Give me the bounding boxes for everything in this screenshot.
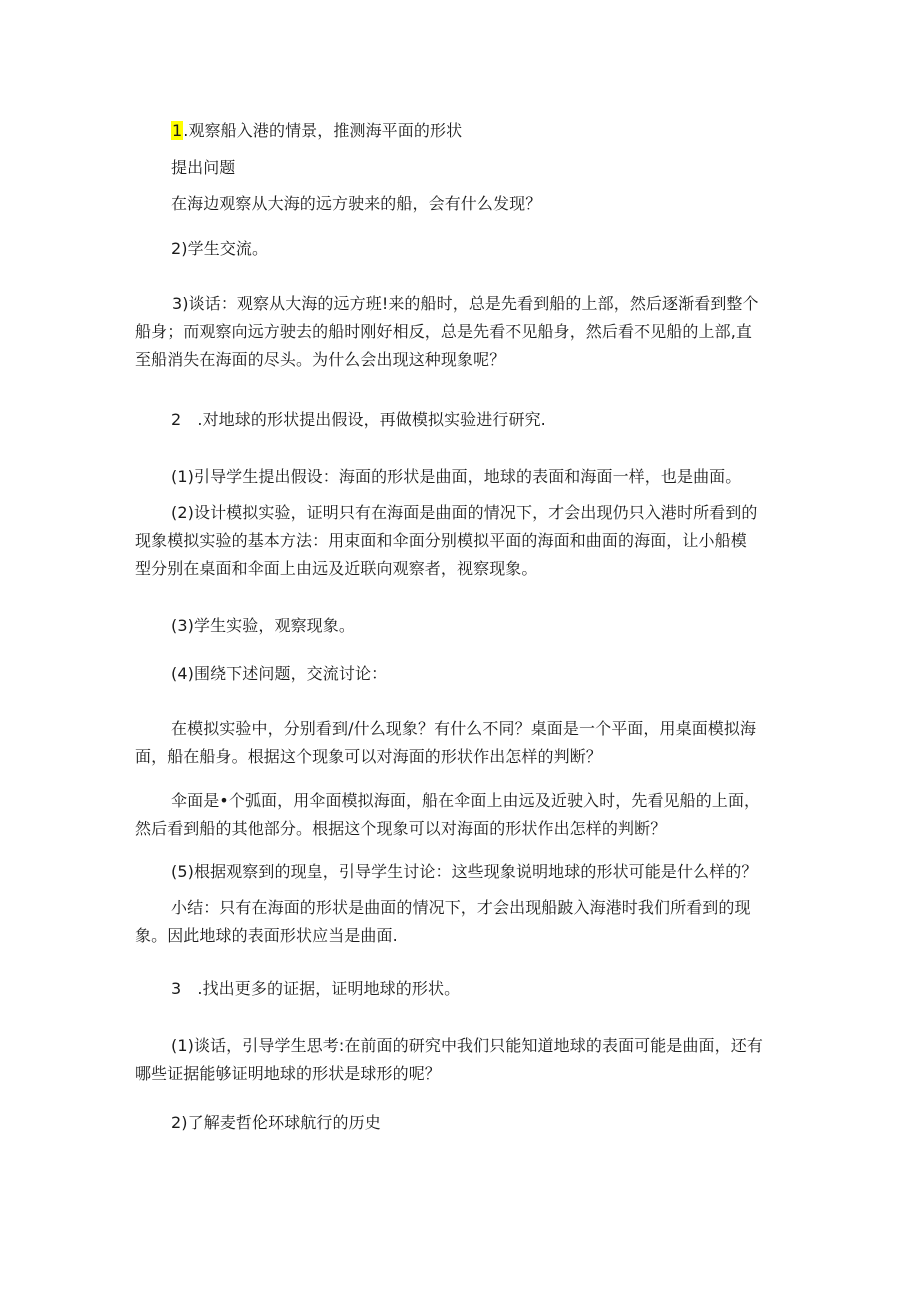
highlighted-number: 1 (172, 121, 183, 140)
item-4-discussion: (4)围绕下述问题，交流讨论： (171, 664, 388, 683)
summary-paragraph: 小结：只有在海面的形状是曲面的情况下，才会出现船跛入海港时我们所看到的现 象。因此地球的表面形状应当是曲面. (135, 898, 751, 945)
section-2-heading: 2 .对地球的形状提出假设，再做模拟实验进行研究. (171, 410, 546, 429)
paragraph-student-discussion: 2)学生交流。 (171, 239, 269, 258)
item-1-hypothesis: (1)引导学生提出假设：海面的形状是曲面，地球的表面和海面一样，也是曲面。 (171, 467, 742, 486)
item-3-student-experiment: (3)学生实验，观察现象。 (171, 616, 355, 635)
question-text: 在海边观察从大海的远方驶来的船，会有什么发现？ (171, 194, 542, 213)
raise-question-label: 提出问题 (171, 158, 236, 177)
discussion-umbrella-paragraph: 伞面是•个弧面，用伞面模拟海面，船在伞面上由远及近驶入时，先看见船的上面， 然后看到船的其他部分。根据这个现象可以对海面的形状作出怎样的判断？ (135, 791, 761, 838)
paragraph-talk: 3)谈话：观察从大海的远方班!来的船时，总是先看到船的上部，然后逐渐看到整个 船身；而观察向远方驶去的船时刚好相反，总是先看不见船身，然后看不见船的上部,直 至船消失在海面的尽头。为什么会出现这种现象呢？ (135, 294, 759, 369)
item-2-design-experiment: (2)设计模拟实验，证明只有在海面是曲面的情况下，才会出现仍只入港时所看到的 现象模拟实验的基本方法：用束面和伞面分别模拟平面的海面和曲面的海面，让小船模 型分别在桌面和伞面上由远及近联向观察者，视察现象。 (135, 503, 758, 578)
section-1-heading: 1.观察船入港的情景，推测海平面的形状 (172, 121, 463, 140)
item-5-discussion: (5)根据观察到的现皇，引导学生讨论：这些现象说明地球的形状可能是什么样的？ (171, 862, 758, 881)
item-2-magellan: 2)了解麦哲伦环球航行的历史 (171, 1113, 381, 1132)
item-1-talk: (1)谈话，引导学生思考:在前面的研究中我们只能知道地球的表面可能是曲面，还有 哪些证据能够证明地球的形状是球形的呢？ (135, 1036, 763, 1083)
discussion-table-paragraph: 在模拟实验中，分别看到/什么现象？有什么不同？桌面是一个平面，用桌面模拟海 面，船在船身。根据这个现象可以对海面的形状作出怎样的判断？ (135, 719, 757, 766)
section-3-heading: 3 .找出更多的证据，证明地球的形状。 (171, 979, 461, 998)
